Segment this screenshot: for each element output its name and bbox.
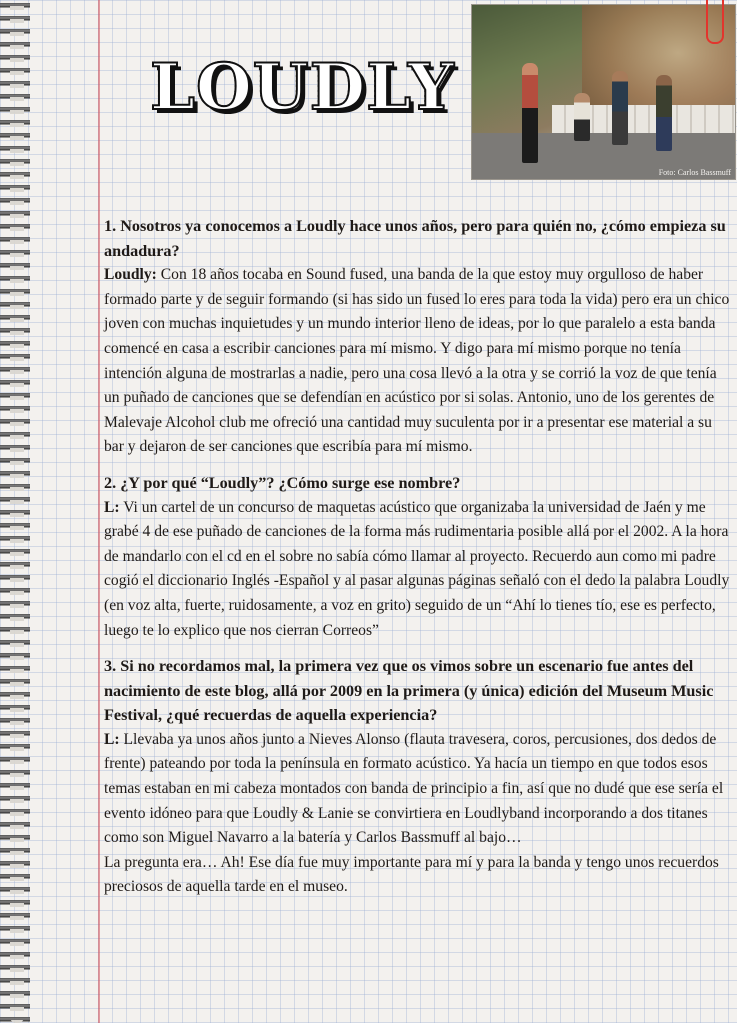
photo-person bbox=[574, 93, 590, 141]
photo-person bbox=[522, 63, 538, 163]
interview-body bbox=[104, 214, 734, 900]
answer-2 bbox=[104, 496, 734, 644]
answer-text: Vi un cartel de un concurso de maquetas acústico que organizaba la universidad de Jaén y me grabé 4 de ese puñado de canciones de la forma más rudimentaria posible allá por el 2002. A la hora de mandarlo con el cd en el sobre no sabía cómo llamar al proyecto. Recuerdo aun como mi padre cogió el diccionario Inglés -Español y al pasar algunas páginas señaló con el dedo la palabra Loudly (en voz alta, fuerte, ruidosamente, a voz en grito) seguido de un “Ahí lo tienes tío, ese es perfecto, luego te lo explico que nos cierran Correos” bbox=[104, 498, 730, 639]
photo-person bbox=[656, 75, 672, 151]
band-photo bbox=[471, 4, 736, 180]
notebook-margin-line bbox=[98, 0, 100, 1023]
photo-person bbox=[612, 71, 628, 145]
speaker-label: L: bbox=[104, 730, 120, 748]
question-2: 2. ¿Y por qué “Loudly”? ¿Cómo surge ese nombre? bbox=[104, 473, 461, 492]
question-3: 3. Si no recordamos mal, la primera vez que os vimos sobre un escenario fue antes del nacimiento de este blog, allá por 2009 en la primera (y única) edición del Museum Music Festival, ¿qué recuerdas de aquella experiencia? bbox=[104, 657, 714, 725]
speaker-label: Loudly: bbox=[104, 266, 157, 284]
notebook-spiral-binding bbox=[0, 0, 30, 1023]
answer-1 bbox=[104, 263, 734, 460]
paper-clip-icon bbox=[706, 0, 724, 44]
photo-credit: Foto: Carlos Bassmuff bbox=[658, 168, 731, 177]
speaker-label: L: bbox=[104, 498, 120, 516]
answer-3-follow-up: La pregunta era… Ah! Ese día fue muy importante para mí y para la banda y tengo unos recuerdos preciosos de aquella tarde en el museo. bbox=[104, 853, 719, 896]
answer-text: Con 18 años tocaba en Sound fused, una banda de la que estoy muy orgulloso de haber formado parte y de seguir formando (si has sido un fused lo eres para toda la vida) pero era un chico joven con muchas inquietudes y un mundo interior lleno de ideas, por lo que paralelo a esta banda comencé en casa a escribir canciones para mí mismo. Y digo para mí mismo porque no tenía intención alguna de mostrarlas a nadie, pero una cosa llevó a la otra y se corrió la voz de que tenía un puñado de canciones que se defendían en acústico por si solas. Antonio, uno de los gerentes de Malevaje Alcohol club me ofreció una cantidad muy suculenta por ir a presentar ese material a su bar y dejaron de ser canciones que escribía para mí mismo. bbox=[104, 266, 730, 456]
answer-text: Llevaba ya unos años junto a Nieves Alonso (flauta travesera, coros, percusiones, dos dedos de frente) pateando por toda la península en formato acústico. Ya hacía un tiempo en que todos esos temas estaban en mi cabeza montados con banda de principio a fin, así que no dudé que ese sería el evento idóneo para que Loudly & Lanie se convirtiera en Loudlyband incorporando a dos titanes como son Miguel Navarro a la batería y Carlos Bassmuff al bajo… bbox=[104, 730, 724, 847]
page-title: LOUDLY bbox=[150, 50, 455, 125]
answer-3 bbox=[104, 728, 734, 851]
question-1: 1. Nosotros ya conocemos a Loudly hace unos años, pero para quién no, ¿cómo empieza su andadura? bbox=[104, 217, 726, 260]
